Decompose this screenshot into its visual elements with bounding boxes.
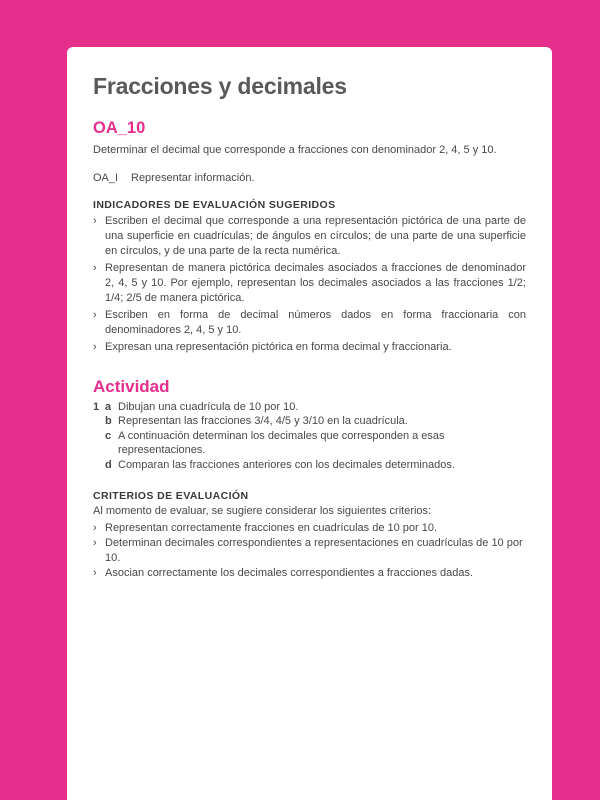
activity-list xyxy=(93,400,526,473)
criteria-intro: Al momento de evaluar, se sugiere considerar los siguientes criterios: xyxy=(93,505,432,518)
chevron-bullet-icon: › xyxy=(93,341,97,354)
indicator-item xyxy=(93,214,526,259)
activity-step-letter: c xyxy=(105,429,112,442)
skill-text: Representar información. xyxy=(131,172,255,185)
activity-step xyxy=(93,429,526,458)
chevron-bullet-icon: › xyxy=(93,262,97,275)
chevron-bullet-icon: › xyxy=(93,309,97,322)
activity-step-number: 1 xyxy=(93,400,100,413)
chevron-bullet-icon: › xyxy=(93,215,97,228)
activity-step-text: Comparan las fracciones anteriores con los decimales determinados. xyxy=(118,458,455,471)
indicators-heading: INDICADORES DE EVALUACIÓN SUGERIDOS xyxy=(93,199,336,212)
activity-step-number xyxy=(93,458,105,473)
activity-step-letter: d xyxy=(105,458,112,471)
activity-step-text: A continuación determinan los decimales que corresponden a esas representaciones. xyxy=(118,429,445,457)
activity-heading: Actividad xyxy=(93,377,170,397)
indicator-item xyxy=(93,340,526,355)
activity-step xyxy=(93,458,526,473)
indicator-text: Escriben en forma de decimal números dados en forma fraccionaria con denominadores 2, 4, 5 y 10. xyxy=(105,309,526,337)
oa-description: Determinar el decimal que corresponde a fracciones con denominador 2, 4, 5 y 10. xyxy=(93,144,497,157)
skill-code: OA_I xyxy=(93,172,119,185)
indicator-text: Escriben el decimal que corresponde a una representación pictórica de una parte de una superficie en cuadrículas; de ángulos en círculos; de una parte de una superficie en círculos, y de una parte de la recta numérica. xyxy=(105,215,526,258)
activity-step-letter: a xyxy=(105,400,112,413)
indicators-list xyxy=(93,214,526,355)
criteria-item xyxy=(93,521,526,536)
page-title: Fracciones y decimales xyxy=(93,73,347,99)
criteria-heading: CRITERIOS DE EVALUACIÓN xyxy=(93,490,249,503)
indicator-item xyxy=(93,261,526,306)
criteria-text: Determinan decimales correspondientes a representaciones en cuadrículas de 10 por 10. xyxy=(105,537,523,565)
activity-step xyxy=(93,400,526,415)
indicator-text: Representan de manera pictórica decimales asociados a fracciones de denominador 2, 4, 5 y 10. Por ejemplo, representan los decimales asociados a las fracciones 1/2; 1/4; 2/5 de manera pictórica. xyxy=(105,262,526,305)
activity-step-number xyxy=(93,414,105,429)
oa-heading: OA_10 xyxy=(93,119,146,138)
activity-step-text: Dibujan una cuadrícula de 10 por 10. xyxy=(118,400,299,413)
criteria-text: Representan correctamente fracciones en cuadrículas de 10 por 10. xyxy=(105,522,438,535)
chevron-bullet-icon: › xyxy=(93,522,97,535)
activity-step xyxy=(93,414,526,429)
chevron-bullet-icon: › xyxy=(93,567,97,580)
document-page xyxy=(67,47,552,800)
activity-step-letter: b xyxy=(105,415,112,428)
skill-line xyxy=(93,171,526,186)
chevron-bullet-icon: › xyxy=(93,537,97,550)
criteria-item xyxy=(93,536,526,566)
activity-step-text: Representan las fracciones 3/4, 4/5 y 3/10 en la cuadrícula. xyxy=(118,415,408,428)
activity-step-number xyxy=(93,429,105,458)
indicator-item xyxy=(93,308,526,338)
criteria-item xyxy=(93,566,526,581)
indicator-text: Expresan una representación pictórica en forma decimal y fraccionaria. xyxy=(105,341,452,354)
criteria-text: Asocian correctamente los decimales correspondientes a fracciones dadas. xyxy=(105,567,474,580)
criteria-list xyxy=(93,521,526,581)
